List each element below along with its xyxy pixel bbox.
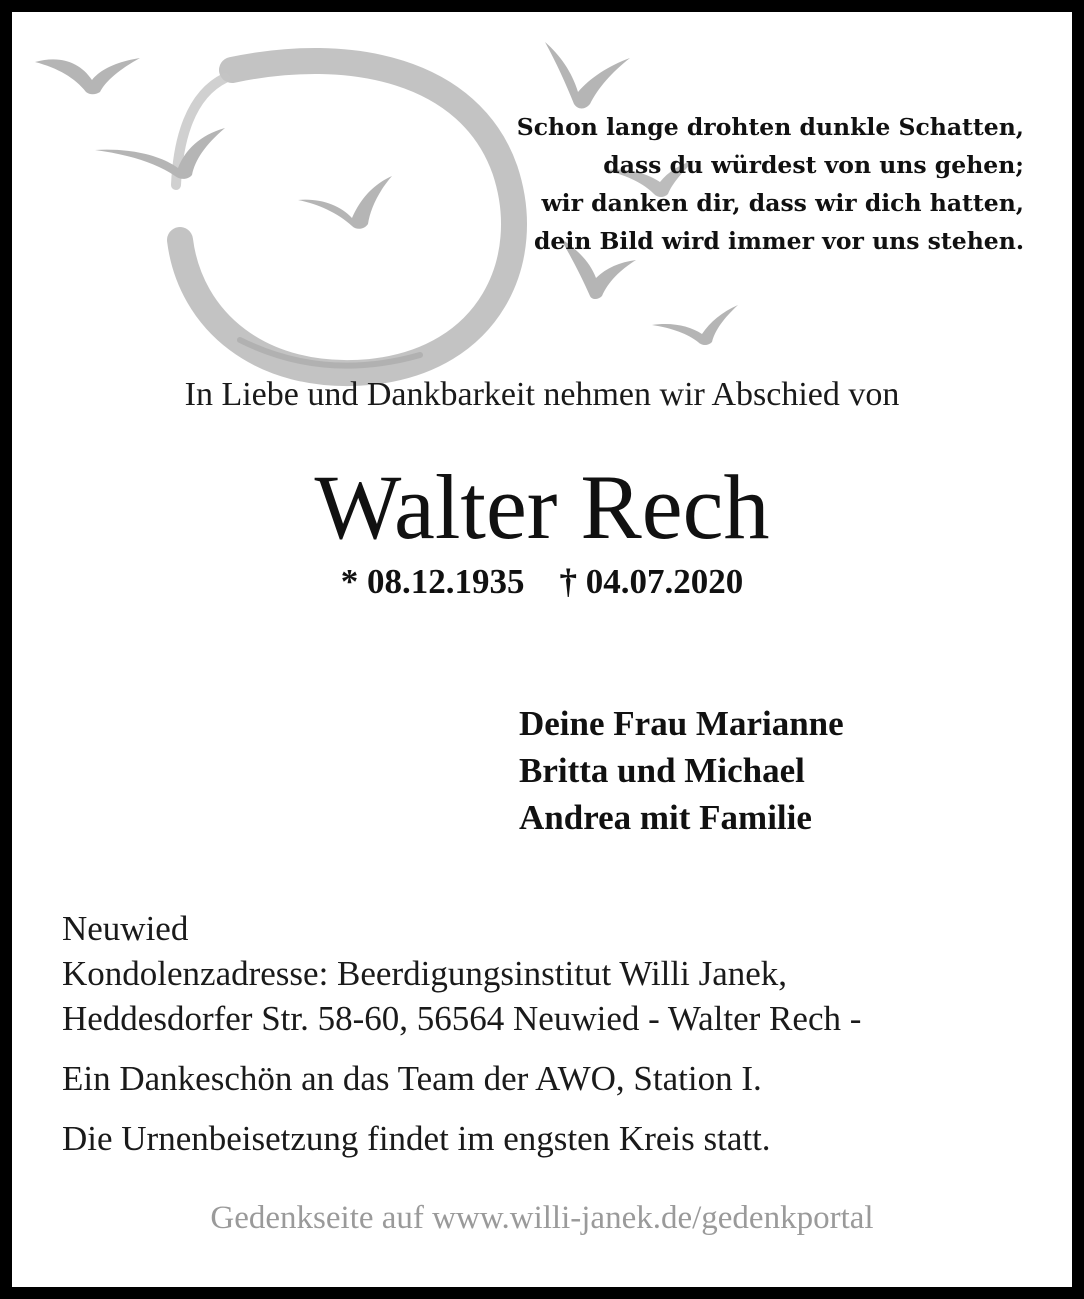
deceased-name: Walter Rech bbox=[314, 456, 770, 558]
condolence-address-line-1: Kondolenzadresse: Beerdigungsinstitut Willi Janek, bbox=[62, 954, 788, 993]
poem-line: dein Bild wird immer vor uns stehen. bbox=[533, 227, 1024, 255]
poem-line: dass du würdest von uns gehen; bbox=[603, 151, 1024, 179]
poem-line: Schon lange drohten dunkle Schatten, bbox=[516, 113, 1024, 141]
mourner-line: Britta und Michael bbox=[519, 751, 805, 790]
mourners-list bbox=[519, 700, 844, 841]
life-dates: * 08.12.1935 † 04.07.2020 bbox=[340, 562, 744, 601]
intro-text: In Liebe und Dankbarkeit nehmen wir Abschied von bbox=[184, 376, 900, 413]
condolence-address-line-2: Heddesdorfer Str. 58-60, 56564 Neuwied - Walter Rech - bbox=[62, 999, 862, 1038]
mourner-line: Deine Frau Marianne bbox=[519, 704, 844, 743]
memorial-portal-link[interactable]: Gedenkseite auf www.willi-janek.de/gedenkportal bbox=[210, 1200, 874, 1236]
thanks-text: Ein Dankeschön an das Team der AWO, Station I. bbox=[62, 1059, 762, 1098]
burial-text: Die Urnenbeisetzung findet im engsten Kreis statt. bbox=[62, 1119, 771, 1158]
memorial-poem bbox=[424, 108, 1024, 260]
poem-line: wir danken dir, dass wir dich hatten, bbox=[541, 189, 1024, 217]
mourner-line: Andrea mit Familie bbox=[519, 798, 812, 837]
info-block bbox=[62, 906, 1022, 1161]
place-text: Neuwied bbox=[62, 909, 189, 948]
